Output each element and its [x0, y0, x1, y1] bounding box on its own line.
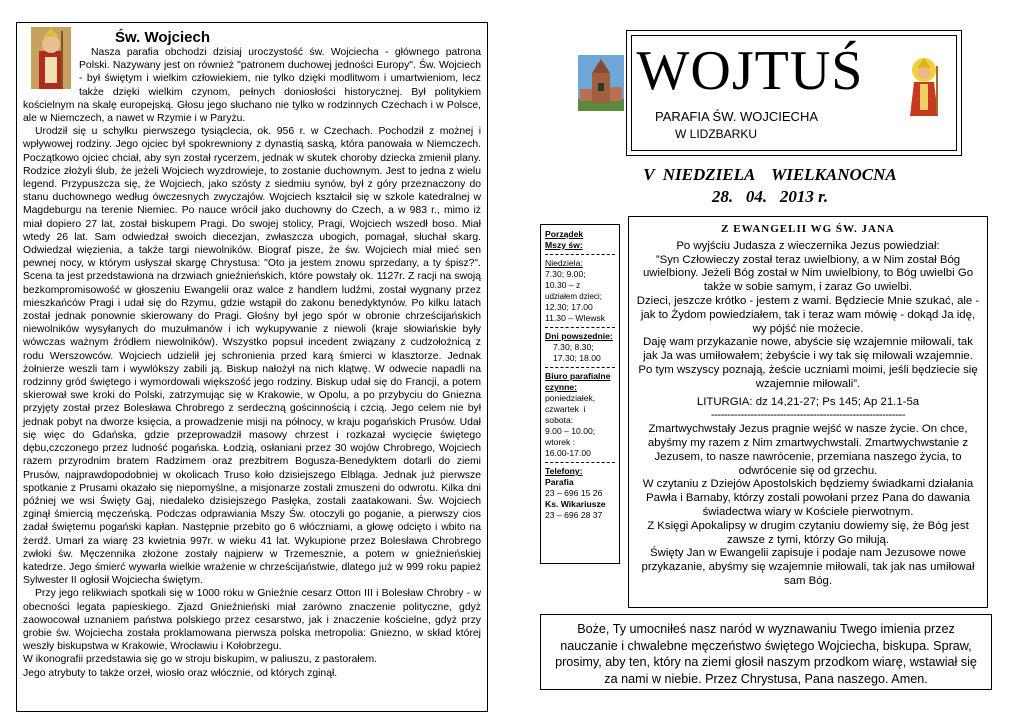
gospel-line: Po wyjściu Judasza z wieczernika Jezus powiedział: — [676, 239, 940, 252]
article-paragraph: Nasza parafia obchodzi dzisiaj uroczystość św. Wojciecha - głównego patrona Polski. Nazywany jest on również "patronem duchowej jedności Europy". Św. Wojciech - był świętym i wielkim człowiekiem, nie tylko dzięki modlitwom i umartwieniom, lecz także dzięki wielkim czynom, pełnych doniosłości historycznej. Był politykiem kościelnym na skalę europejską. Głosu jego słuchano nie tylko w rodzinnych Czechach i w Polsce, ale w Niemczech, a nawet w Rzymie i w Paryżu. — [23, 47, 481, 125]
article-title: Św. Wojciech — [115, 29, 211, 46]
sunday-times: 12.30; 17.00 — [545, 302, 593, 312]
phone-vicars-label: Ks. Wikariusze — [545, 499, 606, 509]
phone-parish: 23 – 696 15 26 — [545, 488, 603, 498]
office-label-2: czynne: — [545, 382, 577, 392]
bishop-icon — [902, 56, 946, 116]
divider — [545, 254, 615, 255]
office-hours: wtorek : — [545, 437, 576, 447]
issue-heading — [620, 164, 920, 208]
gospel-line: ”Syn Człowieczy został teraz uwielbiony, a w Nim został Bóg uwielbiony. Jeżeli Bóg został w Nim uwielbiony, to Bóg uwielbi Go także w sobie samym, i zaraz Go uwielbi. — [642, 253, 974, 294]
liturgy-readings: LITURGIA: dz 14,21-27; Ps 145; Ap 21.1-5a — [696, 395, 920, 408]
gospel-heading: Z EWANGELII WG ŚW. JANA — [721, 223, 895, 235]
phones-label: Telefony: — [545, 466, 583, 476]
sunday-label: Niedziela: — [545, 258, 583, 268]
article-paragraph: Jego atrybuty to także orzeł, wiosło oraz włócznie, od których zginął. — [23, 667, 338, 679]
weekday-times: 17.30; 18.00 — [553, 353, 601, 363]
gospel-line: Daję wam przykazanie nowe, abyście się wzajemnie miłowali, tak jak Ja was umiłowałem; żebyście i wy tak się miłowali wzajemnie. Po tym wszyscy poznają, żeście uczniami moimi, jeśli będziecie się wzajemnie miłowali”. — [638, 336, 978, 390]
parish-name: PARAFIA ŚW. WOJCIECHA — [655, 109, 819, 124]
office-hours: sobota: — [545, 415, 574, 425]
divider — [545, 327, 615, 328]
office-hours: 9.00 – 10.00; — [545, 426, 596, 436]
gospel-line: W czytaniu z Dziejów Apostolskich będziemy świadkami działania Pawła i Barnaby, którzy zostali powołani przez Pana do dawania świadectwa wiary w Kościele pierwotnym. — [642, 478, 974, 518]
divider — [545, 462, 615, 463]
article-paragraph: Urodził się u schyłku pierwszego tysiąclecia, ok. 956 r. w Czechach. Pochodził z możnej i wpływowej rodziny. Jego ojciec był spokrewniony z dynastią saską, która panowała w Niemczech. Początkowo ojciec chciał, aby syn został rycerzem, jednak w skutek choroby dziecka zmienił plany. Rodzice złożyli ślub, że jeżeli Wojciech wyzdrowieje, to zostanie duchownym. Jest to jedna z wielu legend. Przypuszcza się, że Wojciech, jako szósty z siedmiu synów, był z góry przeznaczony do stanu duchownego według ówczesnych zwyczajów. Wojciech kształcił się w szkole katedralnej w Magdeburgu na terenie Niemiec. Po nauce wrócił jako duchowny do Czech, a w 983 r., mimo iż miał dopiero 27 lat, został biskupem Pragi. Do swojej stolicy, Pragi, Wojciech wszedł boso. Miał wtedy 26 lat. Sam odwiedzał swoich diecezjan, zwłaszcza ubogich, pomagał, słuchał skarg. Odwiedzał więzienia, a także targi niewolników. Biograf pisze, że św. Wojciech miał mieć sen pewnej nocy, w którym usłyszał skargę Chrystusa: "Oto ja jestem znowu sprzedany, a ty śpisz?". Scena ta jest przedstawiona na drzwiach gnieźnieńskich, które powstały ok. 1127r. Z racji na swoją bezkompromisowość w głoszeniu Ewangelii oraz walce z handlem ludźmi, został wygnany przez mieszkańców Pragi i udał się do Rzymu, gdzie wstąpił do zakonu benedyktynów. Po kilku latach został jednak ponownie skierowany do Pragi. Głośny był jego spór w obronie chrześcijańskich niewolników wysyłanych do muzułmanów i ich wykupywanie z niewoli (kraje słowiańskie były wówczas ważnym źródłem niewolników). Wszystko popsuł incedent związany z cudzołożnicą z rodu Werszowców. Wojciech udzielił jej schronienia przed karą śmierci w klasztorze. Jednak żołnierze weszli tam i wywlókszy zabili ją. Biskup nałożył na nich klątwę. W odwecie napadli na rodzinny gród świętego i wymordowali większość jego rodziny. Biskup udał się do Francji, a potem skierował swe kroki do Polski, zatrzymując się w Krakowie, w Opolu, a po przybyciu do Gniezna przyjęty został przez Bolesława Chrobrego z serdeczną gościnnością i czcią. Jego celem nie był jednak pobyt na dworze księcia, a prowadzenie misji na północy, w kraju pogańskich Prusów. Udał się więc do Gdańska, gdzie przeprowadził masowy chrzest i rozkazał wycięcie świętego dębu,czczonego przez ludność pogańska. Łodzią, osłaniani przez 30 wojów Chrobrego, Wojciech razem przyrodnim bratem Radzimem oraz prezbitrem Bogusza-Benedyktem dotarli do ziemi Prusów, najprawdopodobniej w okolicach Truso koło dzisiejszego Elbląga. Jednak już pierwsze spotkanie z Prusami okazało się niepomyślne, a misjonarze zostali zmuszeni do odwrotu. Kilka dni później we wsi Święty Gaj, niedaleko dzisiejszego Pasłęka, zostali zaatakowani. Św. Wojciech zginął śmiercią męczeńską. Podczas odprawiania Mszy Św. otoczyli go poganie, a pierwszy cios zadał świętemu pogański kapłan. Następnie przebito go 6 włóczniami, a głowę odcięto i wbito na żerdź. Umarł za wiarę 23 kwietnia 997r. w wieku 41 lat. Wykupione przez Bolesława Chrobrego zwłoki św. Męczennika złożone zostały najpierw w Trzemesznie, a potem w gnieźnieńskiej katedrze. Jego śmierć wywarła wielkie wrażenie w chrześcijaństwie, dlatego już w 999 roku papież Sylwester II ogłosił Wojciecha świętym. — [23, 126, 481, 587]
weekday-label: Dni powszednie: — [545, 331, 613, 341]
gospel-panel — [628, 216, 988, 608]
gospel-line: Święty Jan w Ewangelii zapisuje i podaje nam Jezusowe nowe przykazanie, abyśmy się wzajemnie miłowali, tak jak nas umiłował sam Bóg. — [641, 547, 975, 587]
issue-date: 28. 04. 2013 r. — [711, 187, 829, 206]
schedule-title-2: Mszy św: — [545, 240, 583, 250]
office-label: Biuro parafialne — [545, 371, 611, 381]
sunday-name: V NIEDZIELA WIELKANOCNA — [643, 165, 897, 184]
sunday-times: 11.30 – Wlewsk — [545, 313, 606, 323]
newsletter-title: WOJTUŚ — [636, 40, 864, 102]
article-paragraph: Przy jego relikwiach spotkali się w 1000 roku w Gnieźnie cesarz Otton III i Bolesław Chrobry - w obecności legata papieskiego. Zjazd Gnieźnieński miał zarówno znaczenie polityczne, gdyż zaowocował uznaniem państwa polskiego przez cesarstwo, jak i znaczenie kościelne, gdyż przy grobie św. Wojciecha została proklamowana pierwsza polska metropolia: Gniezno, w skład której weszły biskupstwa w Krakowie, Wrocławiu i Kołobrzegu. — [23, 588, 481, 653]
gospel-line: Dzieci, jeszcze krótko - jestem z wami. Będziecie Mnie szukać, ale - jak to Żydom powiedziałem, tak i teraz wam mówię - dokąd Ja idę, wy pójść nie możecie. — [636, 294, 980, 335]
saint-wojciech-image — [31, 27, 71, 89]
sunday-times: 10.30 – z — [545, 280, 581, 290]
office-hours: poniedziałek, — [545, 393, 596, 403]
divider — [545, 367, 615, 368]
article-paragraph: W ikonografii przedstawia się go w stroju biskupim, w paliuszu, z pastorałem. — [23, 654, 378, 666]
sunday-times: 7.30; 9.00; — [545, 269, 586, 279]
phone-parish-label: Parafia — [545, 477, 574, 487]
sunday-times: udziałem dzieci; — [545, 292, 602, 301]
mass-schedule — [540, 224, 620, 564]
office-hours: 16.00-17.00 — [545, 448, 591, 458]
prayer-box: Boże, Ty umocniłeś nasz naród w wyznawaniu Twego imienia przez nauczanie i chwalebne męczeństwo świętego Wojciecha, biskupa. Spraw, prosimy, aby ten, który na ziemi głosił naszym przodkom wiarę, wstawiał się za nami w niebie. Przez Chrystusa, Pana naszego. Amen. — [540, 614, 992, 690]
gospel-line: Z Księgi Apokalipsy w drugim czytaniu dowiemy się, że Bóg jest zawsze z tymi, którzy Go miłują. — [647, 519, 969, 546]
phone-vicars: 23 – 696 28 37 — [545, 510, 603, 520]
divider: ----------------------------------------------------------- — [710, 409, 906, 422]
church-image — [578, 55, 624, 111]
article-panel — [16, 22, 488, 712]
gospel-line: Zmartwychwstały Jezus pragnie wejść w nasze życie. On chce, abyśmy my razem z Nim zmartwychwstali. Zmartwychwstanie z Jezusem, to nasze nawrócenie, przemiana naszego życia, to odwrócenie się od grzechu. — [647, 423, 969, 477]
weekday-times: 7.30; 8.30; — [553, 342, 594, 352]
office-hours: czwartek i — [545, 404, 586, 414]
schedule-title: Porządek — [545, 229, 584, 239]
parish-town: W LIDZBARKU — [675, 127, 758, 141]
